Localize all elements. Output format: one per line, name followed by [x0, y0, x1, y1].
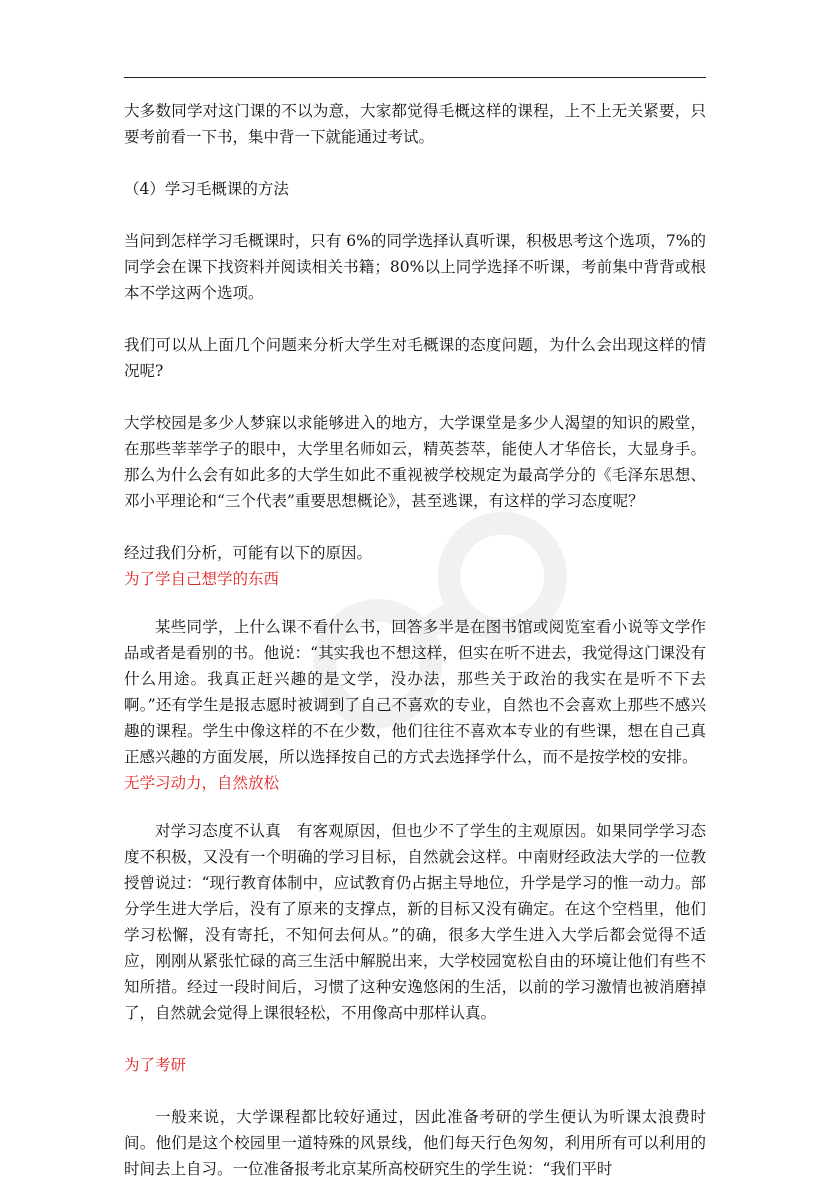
reason-heading-own-interest: 为了学自己想学的东西: [124, 570, 280, 588]
section-heading-methods: （4）学习毛概课的方法: [124, 180, 289, 198]
paragraph-intro-conclusion: 大多数同学对这门课的不以为意，大家都觉得毛概这样的课程，上不上无关紧要，只要考前看一下书，集中背一下就能通过考试。: [124, 102, 706, 146]
paragraph-analysis-lead: 经过我们分析，可能有以下的原因。: [124, 544, 373, 562]
paragraph-campus: 大学校园是多少人梦寐以求能够进入的地方，大学课堂是多少人渴望的知识的殿堂，在那些莘莘学子的眼中，大学里名师如云，精英荟萃，能使人才华倍长，大显身手。那么为什么会有如此多的大学生如此不重视被学校规定为最高学分的《毛泽东思想、邓小平理论和“三个代表”重要思想概论》，甚至逃课，有这样的学习态度呢？: [124, 414, 706, 510]
paragraph-grad-exam: 一般来说，大学课程都比较好通过，因此准备考研的学生便认为听课太浪费时间。他们是这个校园里一道特殊的风景线，他们每天行色匆匆，利用所有可以利用的时间去上自习。一位准备报考北京某所高校研究生的学生说：“我们平时: [124, 1108, 706, 1178]
paragraph-question: 我们可以从上面几个问题来分析大学生对毛概课的态度问题，为什么会出现这样的情况呢?: [124, 336, 706, 380]
header-rule: [124, 77, 706, 78]
paragraph-methods-stats: 当问到怎样学习毛概课时，只有 6%的同学选择认真听课，积极思考这个选项，7%的同学会在课下找资料并阅读相关书籍；80%以上同学选择不听课，考前集中背背或根本不学这两个选项。: [124, 232, 706, 302]
paragraph-no-motivation: 对学习态度不认真 有客观原因，但也少不了学生的主观原因。如果同学学习态度不积极，又没有一个明确的学习目标，自然就会这样。中南财经政法大学的一位教授曾说过：“现行教育体制中，应试教育仍占据主导地位，升学是学习的惟一动力。部分学生进大学后，没有了原来的支撑点，新的目标又没有确定。在这个空档里，他们学习松懈，没有寄托，不知何去何从。”的确，很多大学生进入大学后都会觉得不适应，刚刚从紧张忙碌的高三生活中解脱出来，大学校园宽松自由的环境让他们有些不知所措。经过一段时间后，习惯了这种安逸悠闲的生活，以前的学习激情也被消磨掉了，自然就会觉得上课很轻松，不用像高中那样认真。: [124, 822, 706, 1022]
paragraph-own-interest: 某些同学，上什么课不看什么书，回答多半是在图书馆或阅览室看小说等文学作品或者是看别的书。他说：“其实我也不想这样，但实在听不进去，我觉得这门课没有什么用途。我真正赶兴趣的是文学，没办法，那些关于政治的我实在是听不下去啊。”还有学生是报志愿时被调到了自己不喜欢的专业，自然也不会喜欢上那些不感兴趣的课程。学生中像这样的不在少数，他们往往不喜欢本专业的有些课，想在自己真正感兴趣的方面发展，所以选择按自己的方式去选择学什么，而不是按学校的安排。: [124, 618, 706, 766]
reason-heading-no-motivation: 无学习动力，自然放松: [124, 774, 280, 792]
document-body: [124, 98, 706, 1182]
reason-heading-grad-exam: 为了考研: [124, 1056, 187, 1074]
